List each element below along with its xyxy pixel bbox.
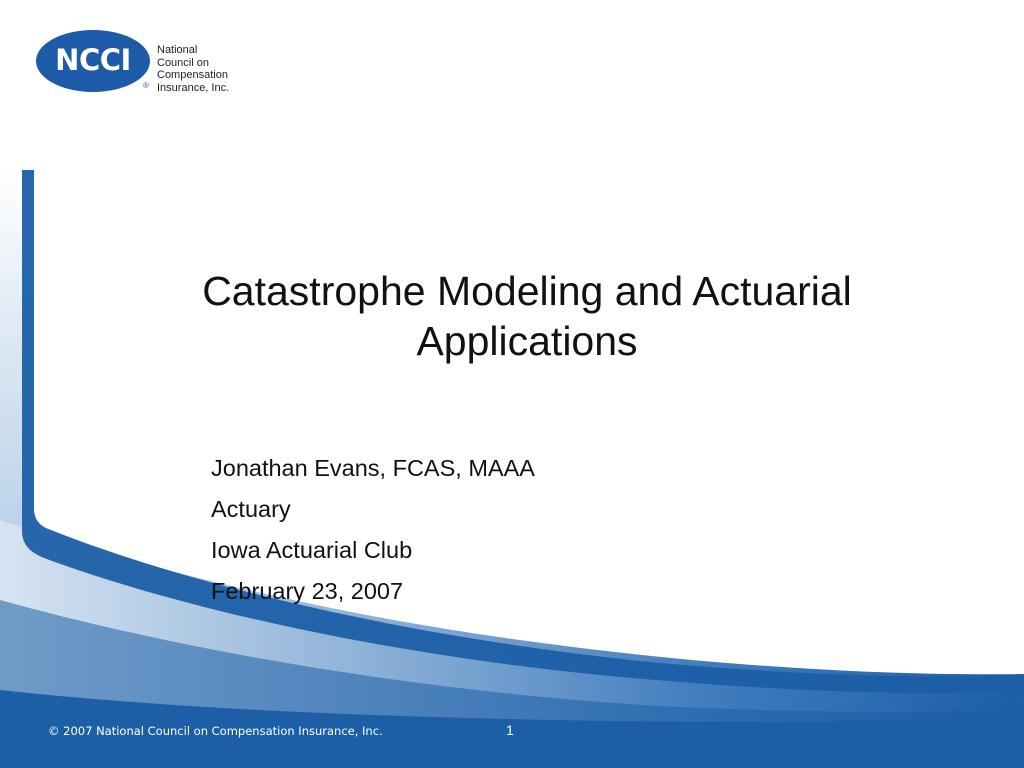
logo-line: Compensation bbox=[157, 69, 228, 81]
logo-line: Insurance, Inc. bbox=[157, 81, 230, 94]
slide-title-line: Catastrophe Modeling and Actuarial bbox=[202, 268, 852, 314]
logo-registered-mark: ® bbox=[143, 81, 149, 90]
presenter-info bbox=[211, 448, 535, 612]
page-number: 1 bbox=[506, 722, 514, 738]
logo-line: Council on bbox=[157, 56, 209, 69]
slide-title bbox=[130, 266, 924, 366]
logo-organization-name bbox=[157, 44, 229, 94]
ncci-logo bbox=[34, 24, 254, 104]
presenter-role: Actuary bbox=[211, 496, 291, 522]
presenter-name: Jonathan Evans, FCAS, MAAA bbox=[211, 455, 535, 481]
slide-title-line: Applications bbox=[416, 318, 638, 364]
logo-wordmark: NCCI bbox=[55, 43, 131, 77]
event-date: February 23, 2007 bbox=[211, 578, 404, 604]
footer-copyright: © 2007 National Council on Compensation Insurance, Inc. bbox=[48, 724, 383, 738]
event-name: Iowa Actuarial Club bbox=[211, 537, 413, 563]
logo-line: National bbox=[157, 44, 198, 56]
